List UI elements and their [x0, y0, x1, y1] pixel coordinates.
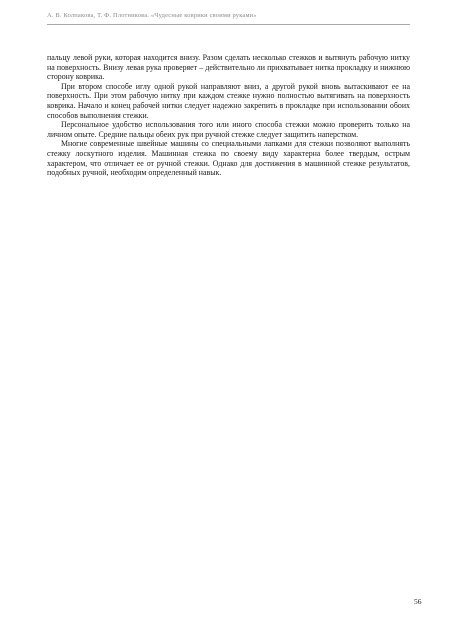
paragraph: Персональное удобство использования того или иного способа стежки можно проверить только на личном опыте. Средние пальцы обеих рук при ручной стежке следует защитить наперстком.: [47, 120, 410, 139]
paragraph: При втором способе иглу одной рукой направляют вниз, а другой рукой вновь вытаскивают ее на поверхность. При этом рабочую нитку при каждом стежке нужно полностью вытягивать на поверхность коврика. Начало и конец рабочей нитки следует надежно закрепить в прокладке при использовании обоих способов выполнения стежки.: [47, 81, 410, 120]
paragraph-continued: пальцу левой руки, которая находится внизу. Разом сделать несколько стежков и вытянуть рабочую нитку на поверхность. Внизу левая рука проверяет – действительно ли прихватывает нитка прокладку и нижнюю сторону коврика.: [47, 53, 410, 82]
header-divider: [47, 24, 410, 25]
running-header: А. В. Колпакова, Т. Ф. Плотникова. «Чудесные коврики своими руками»: [47, 12, 257, 19]
page-number: 56: [414, 597, 422, 606]
paragraph: Многие современные швейные машины со специальными лапками для стежки позволяют выполнять стежку лоскутного изделия. Машинная стежка по своему виду характерна более твердым, острым характером, что отличает ее от ручной стежки. Однако для достижения в машинной стежке результатов, подобных ручной, необходим определенный навык.: [47, 139, 410, 178]
page-body: [47, 53, 410, 178]
